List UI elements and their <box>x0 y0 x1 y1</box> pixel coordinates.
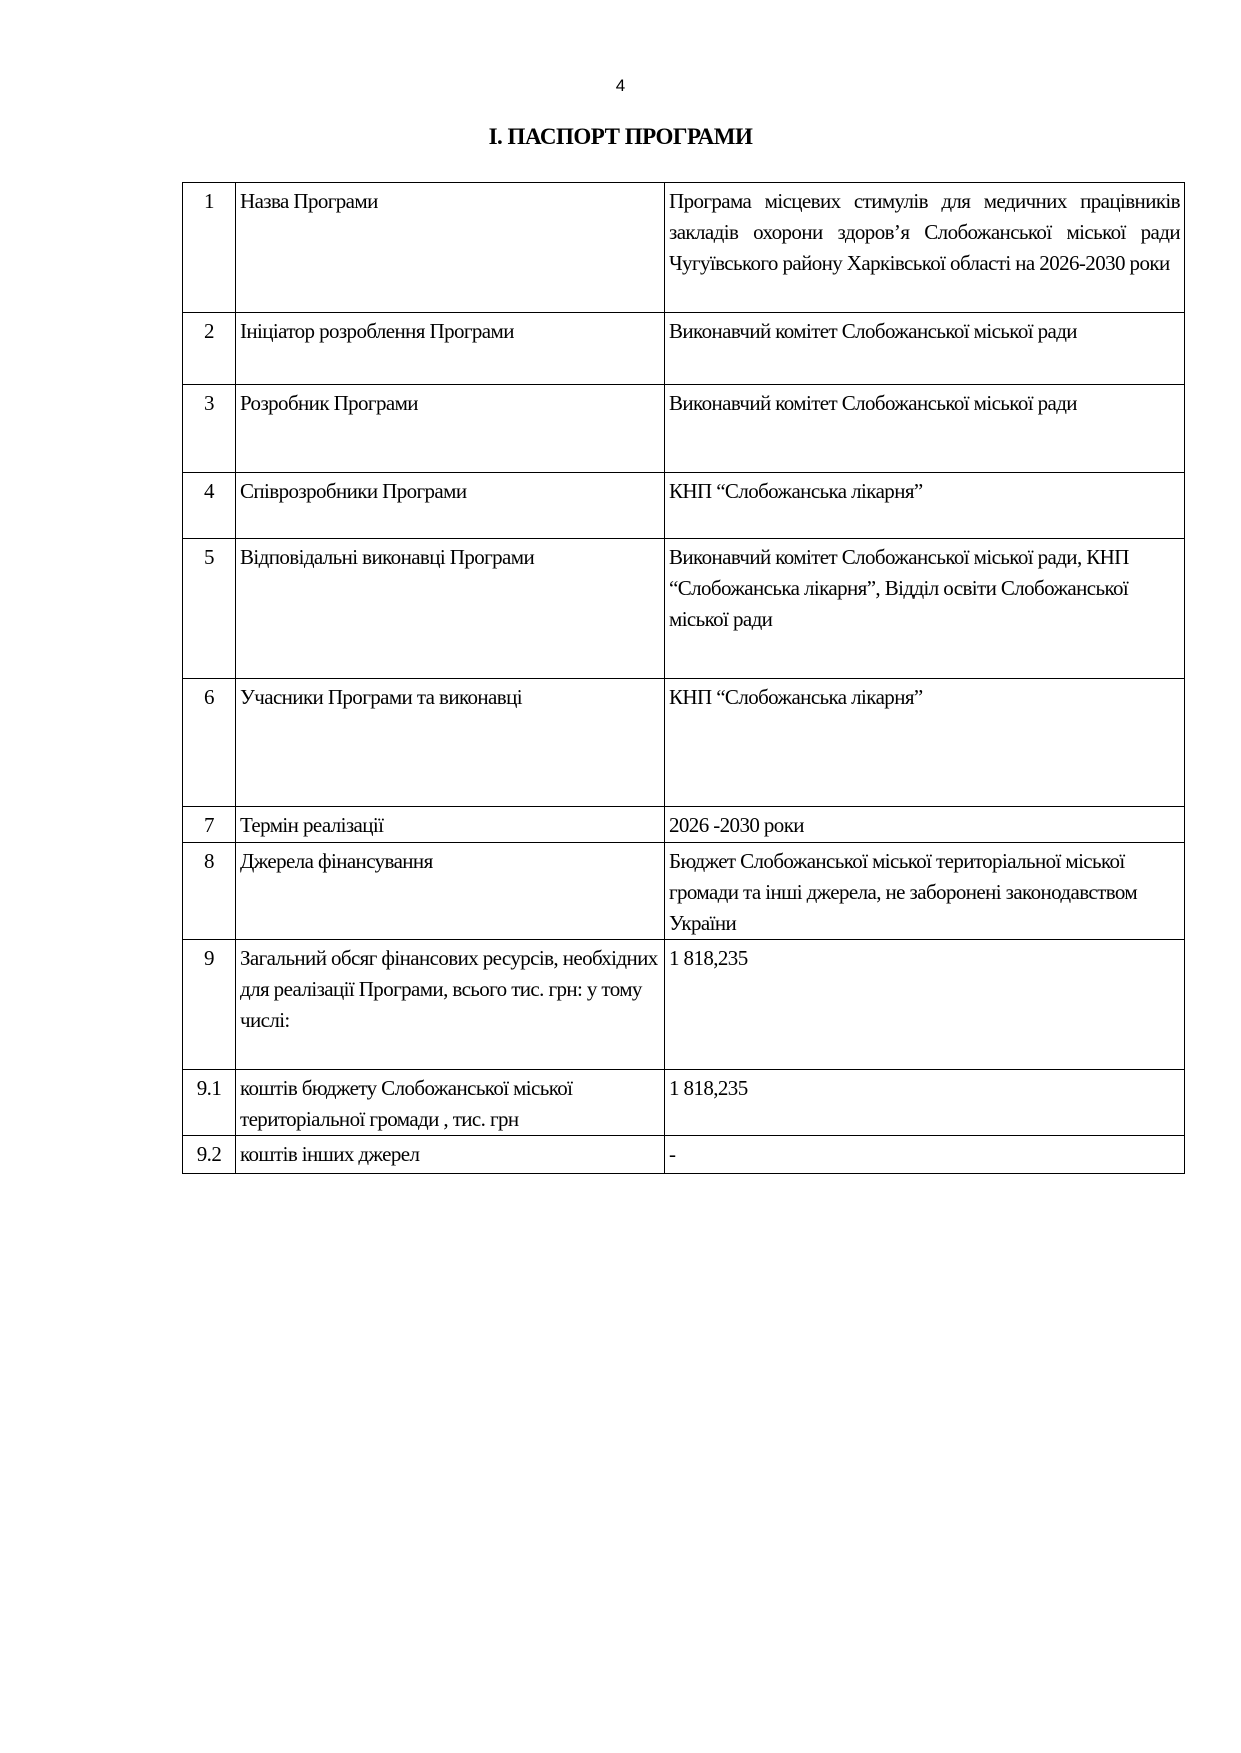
row-number: 6 <box>183 679 236 807</box>
row-number: 9.1 <box>183 1070 236 1136</box>
row-label: Загальний обсяг фінансових ресурсів, необхідних для реалізації Програми, всього тис. грн: у тому числі: <box>236 940 665 1070</box>
row-label: Термін реалізації <box>236 807 665 843</box>
row-number: 2 <box>183 313 236 385</box>
row-value: 1 818,235 <box>665 940 1185 1070</box>
row-label: Назва Програми <box>236 183 665 313</box>
table-row <box>183 539 1185 679</box>
table-row <box>183 1136 1185 1174</box>
row-number: 3 <box>183 385 236 473</box>
row-value: 2026 -2030 роки <box>665 807 1185 843</box>
row-value: Виконавчий комітет Слобожанської міської ради <box>665 385 1185 473</box>
row-label: коштів інших джерел <box>236 1136 665 1174</box>
page-number: 4 <box>615 76 626 95</box>
row-value: КНП “Слобожанська лікарня” <box>665 473 1185 539</box>
row-number: 7 <box>183 807 236 843</box>
row-label: Розробник Програми <box>236 385 665 473</box>
row-value: Виконавчий комітет Слобожанської міської ради, КНП “Слобожанська лікарня”, Відділ освіти Слобожанської міської ради <box>665 539 1185 679</box>
row-label: Учасники Програми та виконавці <box>236 679 665 807</box>
row-label: Джерела фінансування <box>236 843 665 940</box>
table-row <box>183 679 1185 807</box>
row-number: 8 <box>183 843 236 940</box>
row-number: 9 <box>183 940 236 1070</box>
row-label: Співрозробники Програми <box>236 473 665 539</box>
row-value: Програма місцевих стимулів для медичних працівників закладів охорони здоров’я Слобожанської міської ради Чугуївського району Харківської області на 2026-2030 роки <box>665 183 1185 313</box>
table-row <box>183 1070 1185 1136</box>
table-row <box>183 807 1185 843</box>
row-value: 1 818,235 <box>665 1070 1185 1136</box>
table-row <box>183 183 1185 313</box>
row-value: Виконавчий комітет Слобожанської міської ради <box>665 313 1185 385</box>
table-row <box>183 313 1185 385</box>
table-row <box>183 940 1185 1070</box>
page-title: І. ПАСПОРТ ПРОГРАМИ <box>488 124 753 149</box>
row-number: 5 <box>183 539 236 679</box>
table-row <box>183 385 1185 473</box>
row-number: 1 <box>183 183 236 313</box>
table-row <box>183 843 1185 940</box>
row-label: Ініціатор розроблення Програми <box>236 313 665 385</box>
table-row <box>183 473 1185 539</box>
row-number: 4 <box>183 473 236 539</box>
row-number: 9.2 <box>183 1136 236 1174</box>
row-label: коштів бюджету Слобожанської міської територіальної громади , тис. грн <box>236 1070 665 1136</box>
row-value: Бюджет Слобожанської міської територіальної міської громади та інші джерела, не заборонені законодавством України <box>665 843 1185 940</box>
row-value: - <box>665 1136 1185 1174</box>
program-passport-table <box>182 182 1185 1174</box>
row-value: КНП “Слобожанська лікарня” <box>665 679 1185 807</box>
row-label: Відповідальні виконавці Програми <box>236 539 665 679</box>
